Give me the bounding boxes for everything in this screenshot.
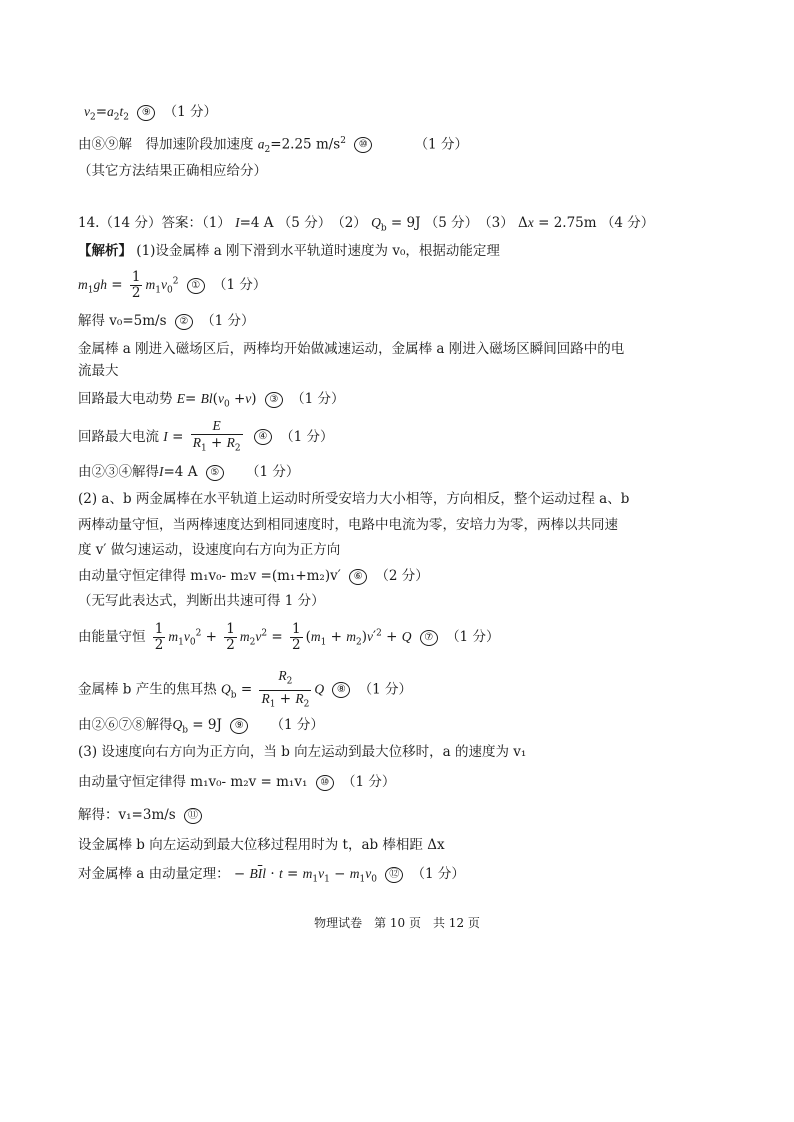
eq-max-emf: 回路最大电动势 $E= Bl(v_0 +v)$ ③ （1 分） xyxy=(78,391,345,410)
part3-intro: (3) 设速度向右方向为正方向，当 b 向左运动到最大位移时，a 的速度为 v₁ xyxy=(78,744,527,760)
part3-setup: 设金属棒 b 向左运动到最大位移过程用时为 t，ab 棒相距 Δx xyxy=(78,837,445,853)
marker-10b: ⑩ xyxy=(316,775,334,791)
marker-7: ⑦ xyxy=(420,630,438,646)
marker-6: ⑥ xyxy=(349,569,367,585)
marker-2: ② xyxy=(175,314,193,330)
momentum-eq-2: 由动量守恒定律得 m₁v₀- m₂v = m₁v₁ ⑩ （1 分） xyxy=(78,774,396,790)
marker-1: ① xyxy=(187,278,205,294)
solve-v1: 解得：v₁=3m/s ⑪ xyxy=(78,806,206,824)
solve-current: 由②③④解得I=4 A ⑤ （1 分） xyxy=(78,464,300,480)
para-current-max-a: 金属棒 a 刚进入磁场区后，两棒均开始做减速运动，金属棒 a 刚进入磁场区瞬间回路中的电 xyxy=(78,341,625,357)
marker-11: ⑪ xyxy=(184,808,202,824)
eq-max-current: 回路最大电流 I = $\frac{E}{R_1 + R_2}$ ④ （1 分） xyxy=(78,418,334,454)
energy-conservation-eq: 由能量守恒 $\frac{1}{2}$ $m_1v_0^2$ + $\frac{1}{2}$ $m_2v^2$ = $\frac{1}{2}$ $(m_1 + m_2)v'^2 + Q$ ⑦ （1 分） xyxy=(78,621,500,653)
partial-credit-note: （无写此表达式，判断出共速可得 1 分） xyxy=(78,593,325,609)
joule-heat-eq: 金属棒 b 产生的焦耳热 $Q_b$ = $\frac{R_2}{R_1 + R_2}$ Q ⑧ （1 分） xyxy=(78,668,413,710)
marker-10: ⑩ xyxy=(354,137,372,153)
q14-answer: 14.（14 分）答案：（1） I=4 A （5 分） （2） $Q_b = 9J$ （5 分） （3） Δx = 2.75m （4 分） xyxy=(78,215,655,234)
solve-v0: 解得 v₀=5m/s ② （1 分） xyxy=(78,313,255,329)
analysis-label: 【解析】 xyxy=(78,243,132,259)
marker-5: ⑤ xyxy=(206,465,224,481)
analysis-intro: 【解析】 (1)设金属棒 a 刚下滑到水平轨道时速度为 v₀，根据动能定理 xyxy=(78,243,500,259)
part2-para-a: (2) a、b 两金属棒在水平轨道上运动时所受安培力大小相等，方向相反，整个运动过程 a、b xyxy=(78,491,630,507)
score: （1 分） xyxy=(414,136,468,153)
score: （1 分） xyxy=(163,104,218,120)
eq-kinetic-energy: $m_1gh$ = $\frac{1}{2}$ $m_1v_0^2$ ① （1 分） xyxy=(78,269,267,301)
marker-9: ⑨ xyxy=(137,105,155,121)
impulse-eq: 对金属棒 a 由动量定理： − $B\overline{I}l \cdot t = m_1v_1 - m_1v_0$ ⑫ （1 分） xyxy=(78,866,465,885)
para-current-max-b: 流最大 xyxy=(78,363,119,379)
marker-8: ⑧ xyxy=(332,682,350,698)
momentum-eq-1: 由动量守恒定律得 m₁v₀- m₂v =(m₁+m₂)v′ ⑥ （2 分） xyxy=(78,568,429,584)
marker-4: ④ xyxy=(254,429,272,445)
marker-12: ⑫ xyxy=(385,867,403,883)
part2-para-b: 两棒动量守恒，当两棒速度达到相同速度时，电路中电流为零，安培力为零，两棒以共同速 xyxy=(78,517,618,533)
solve-heat: 由②⑥⑦⑧解得$Q_b = 9J$ ⑨ （1 分） xyxy=(78,717,324,736)
accel-result: 由⑧⑨解 得加速阶段加速度 $a_2=2.25$ $m/s^2$ ⑩ （1 分） xyxy=(78,136,468,156)
other-methods-note: （其它方法结果正确相应给分） xyxy=(78,163,267,179)
page-footer: 物理试卷 第 10 页 共 12 页 xyxy=(314,916,480,930)
marker-3: ③ xyxy=(265,392,283,408)
part2-para-c: 度 v′ 做匀速运动，设速度向右方向为正方向 xyxy=(78,542,341,558)
marker-9b: ⑨ xyxy=(230,718,248,734)
eq-v2: $v_2=a_2t_2$ ⑨ （1 分） xyxy=(84,104,218,123)
